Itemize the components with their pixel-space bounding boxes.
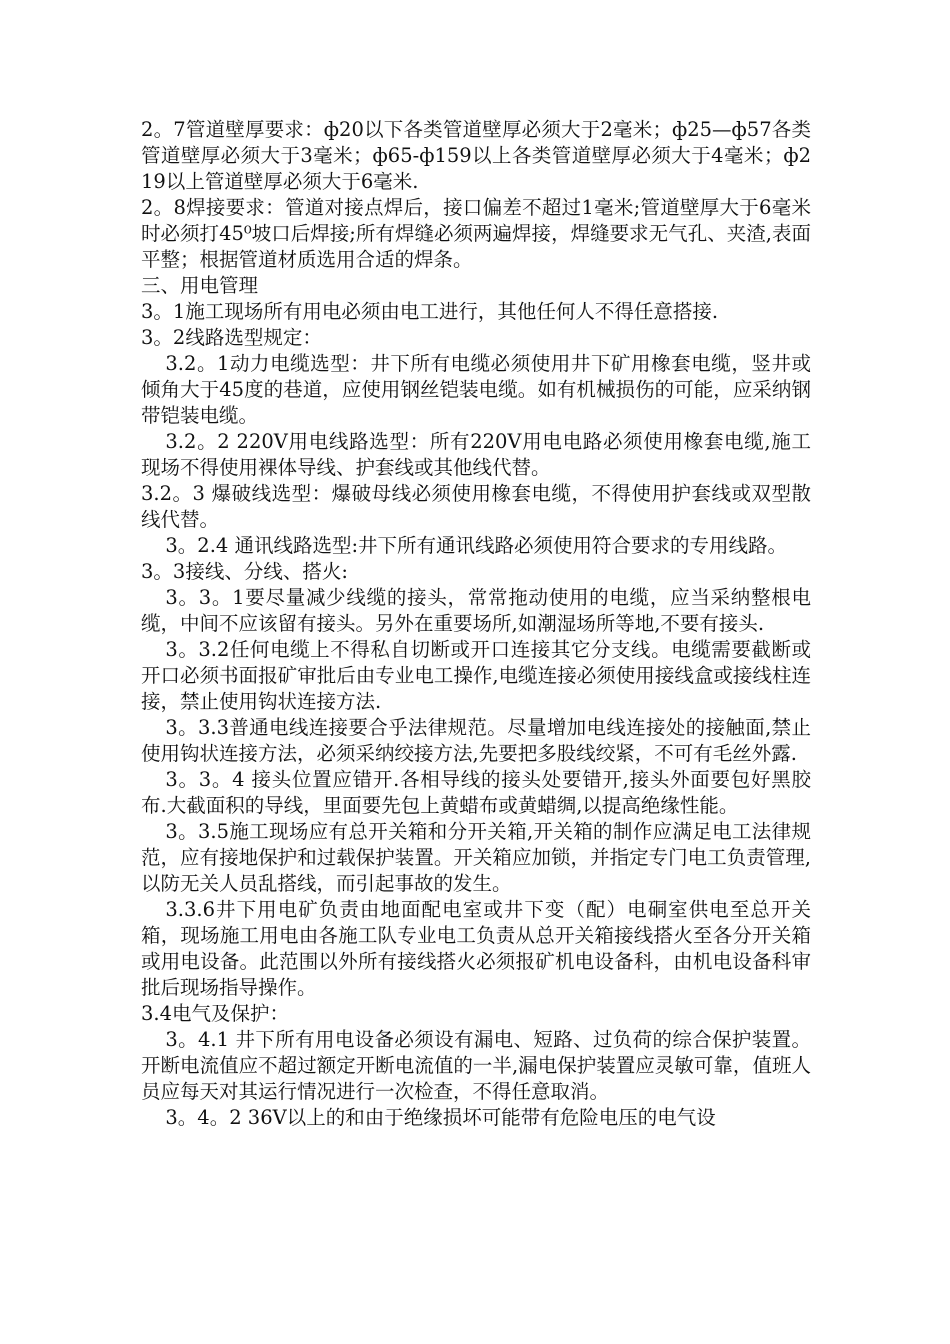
paragraph-3-2-2: 3.2。2 220V用电线路选型：所有220V用电电路必须使用橡套电缆,施工现场不得使用裸体导线、护套线或其他线代替。	[141, 430, 811, 479]
document-body	[141, 117, 811, 1131]
paragraph-3-3-4: 3。3。4 接头位置应错开.各相导线的接头处要错开,接头外面要包好黑胶布.大截面积的导线，里面要先包上黄蜡布或黄蜡绸,以提高绝缘性能。	[141, 768, 811, 817]
paragraph-3-2-1: 3.2。1动力电缆选型：井下所有电缆必须使用井下矿用橡套电缆，竖井或倾角大于45度的巷道，应使用钢丝铠装电缆。如有机械损伤的可能，应采纳钢带铠装电缆。	[141, 352, 811, 427]
paragraph-3-1: 3。1施工现场所有用电必须由电工进行，其他任何人不得任意搭接.	[141, 300, 719, 323]
paragraph-3-2-4: 3。2.4 通讯线路选型:井下所有通讯线路必须使用符合要求的专用线路。	[165, 534, 788, 557]
paragraph-3-3-2: 3。3.2任何电缆上不得私自切断或开口连接其它分支线。电缆需要截断或开口必须书面报矿审批后由专业电工操作,电缆连接必须使用接线盒或接线柱连接，禁止使用钩状连接方法.	[141, 638, 811, 713]
paragraph-2-8-welding: 2。8焊接要求：管道对接点焊后，接口偏差不超过1毫米;管道壁厚大于6毫米时必须打45⁰坡口后焊接;所有焊缝必须两遍焊接，焊缝要求无气孔、夹渣,表面平整；根据管道材质选用合适的焊条。	[141, 196, 811, 271]
paragraph-3-4-2: 3。4。2 36V以上的和由于绝缘损坏可能带有危险电压的电气设	[165, 1106, 716, 1129]
paragraph-3-4: 3.4电气及保护：	[141, 1002, 290, 1025]
paragraph-3-2: 3。2线路选型规定：	[141, 326, 322, 349]
section-heading-power-management: 三、用电管理	[141, 274, 259, 297]
paragraph-3-2-3: 3.2。3 爆破线选型：爆破母线必须使用橡套电缆，不得使用护套线或双型散线代替。	[141, 482, 811, 531]
paragraph-2-7-pipe-wall-thickness: 2。7管道壁厚要求：ф20以下各类管道壁厚必须大于2毫米；ф25—ф57各类管道壁厚必须大于3毫米；ф65-ф159以上各类管道壁厚必须大于4毫米；ф219以上管道壁厚必须大于6毫米.	[141, 118, 811, 193]
paragraph-3-3-3: 3。3.3普通电线连接要合乎法律规范。尽量增加电线连接处的接触面,禁止使用钩状连接方法，必须采纳绞接方法,先要把多股线绞紧，不可有毛丝外露.	[141, 716, 811, 765]
paragraph-3-4-1: 3。4.1 井下所有用电设备必须设有漏电、短路、过负荷的综合保护装置。开断电流值应不超过额定开断电流值的一半,漏电保护装置应灵敏可靠，值班人员应每天对其运行情况进行一次检查，不得任意取消。	[141, 1028, 811, 1103]
paragraph-3-3-1: 3。3。1要尽量减少线缆的接头，常常拖动使用的电缆，应当采纳整根电缆，中间不应该留有接头。另外在重要场所,如潮湿场所等地,不要有接头.	[141, 586, 811, 635]
paragraph-3-3-6: 3.3.6井下用电矿负责由地面配电室或井下变（配）电硐室供电至总开关箱，现场施工用电由各施工队专业电工负责从总开关箱接线搭火至各分开关箱或用电设备。此范围以外所有接线搭火必须报矿机电设备科，由机电设备科审批后现场指导操作。	[141, 898, 811, 999]
paragraph-3-3-5: 3。3.5施工现场应有总开关箱和分开关箱,开关箱的制作应满足电工法律规范，应有接地保护和过载保护装置。开关箱应加锁，并指定专门电工负责管理,以防无关人员乱搭线，而引起事故的发生。	[141, 820, 811, 895]
paragraph-3-3: 3。3接线、分线、搭火:	[141, 560, 348, 583]
